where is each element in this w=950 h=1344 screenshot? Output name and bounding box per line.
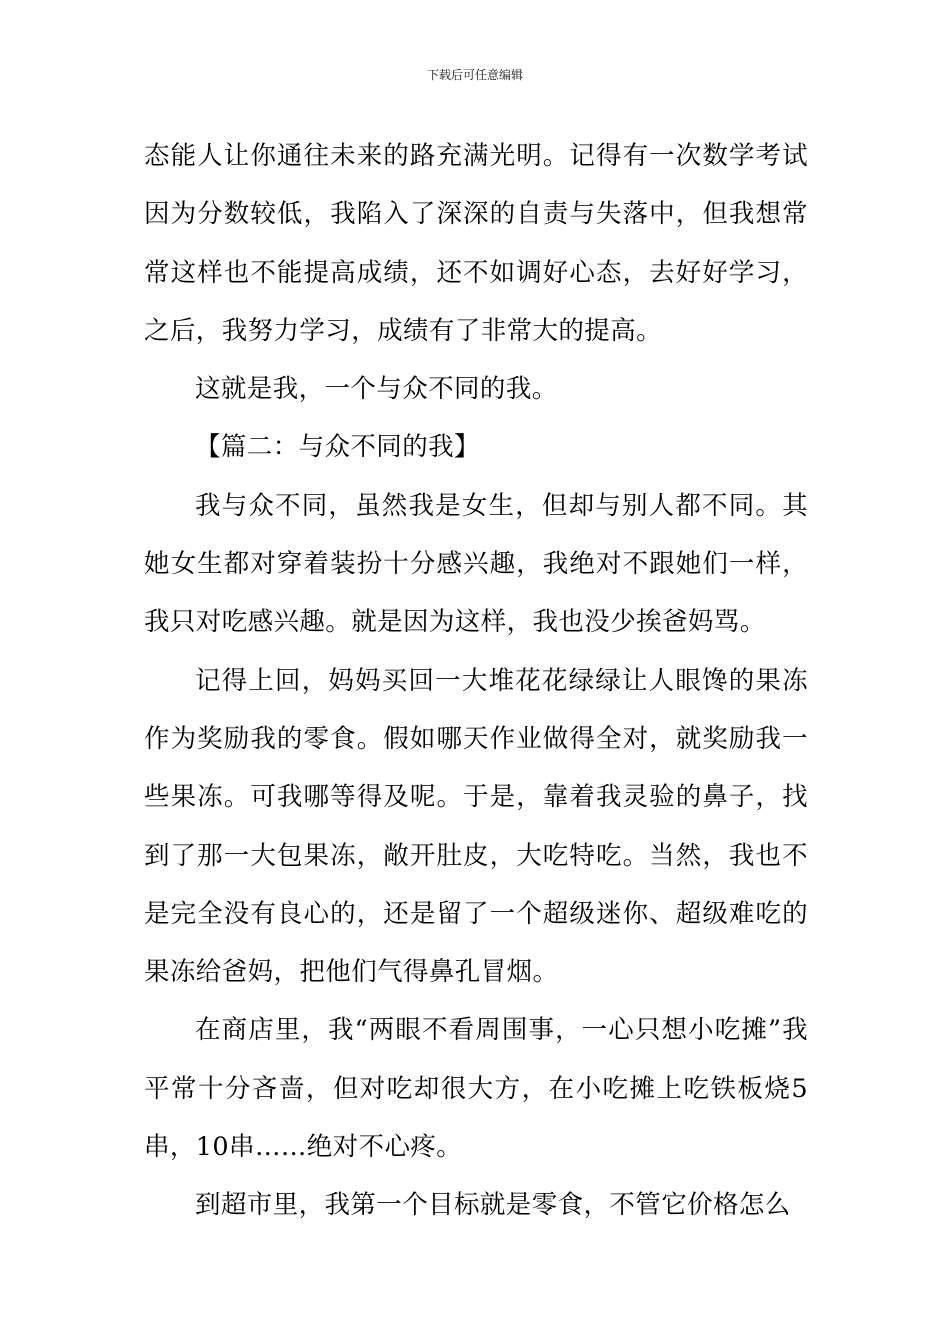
- paragraph-conclusion: 这就是我，一个与众不同的我。: [195, 374, 558, 405]
- paragraph-continuation: 态能人让你通往未来的路充满光明。记得有一次数学考试因为分数较低，我陷入了深深的自责与失落中，但我想常常这样也不能提高成绩，还不如调好心态，去好好学习，之后，我努力学习，成绩有了非常大的提高。: [144, 141, 808, 346]
- page-header: 下载后可任意编辑: [426, 68, 523, 82]
- paragraph: 在商店里，我“两眼不看周围事，一心只想小吃摊”我平常十分吝啬，但对吃却很大方，在小吃摊上吃铁板烧5串，10串……绝对不心疼。: [144, 1015, 808, 1163]
- document-body: [144, 127, 808, 1235]
- paragraph: 到超市里，我第一个目标就是零食，不管它价格怎么: [195, 1190, 791, 1221]
- paragraph: 我与众不同，虽然我是女生，但却与别人都不同。其她女生都对穿着装扮十分感兴趣，我绝对不跟她们一样，我只对吃感兴趣。就是因为这样，我也没少挨爸妈骂。: [144, 490, 808, 638]
- paragraph: 记得上回，妈妈买回一大堆花花绿绿让人眼馋的果冻作为奖励我的零食。假如哪天作业做得全对，就奖励我一些果冻。可我哪等得及呢。于是，靠着我灵验的鼻子，找到了那一大包果冻，敞开肚皮，大吃特吃。当然，我也不是完全没有良心的，还是留了一个超级迷你、超级难吃的果冻给爸妈，把他们气得鼻孔冒烟。: [144, 665, 808, 988]
- section-heading: 【篇二：与众不同的我】: [195, 432, 480, 463]
